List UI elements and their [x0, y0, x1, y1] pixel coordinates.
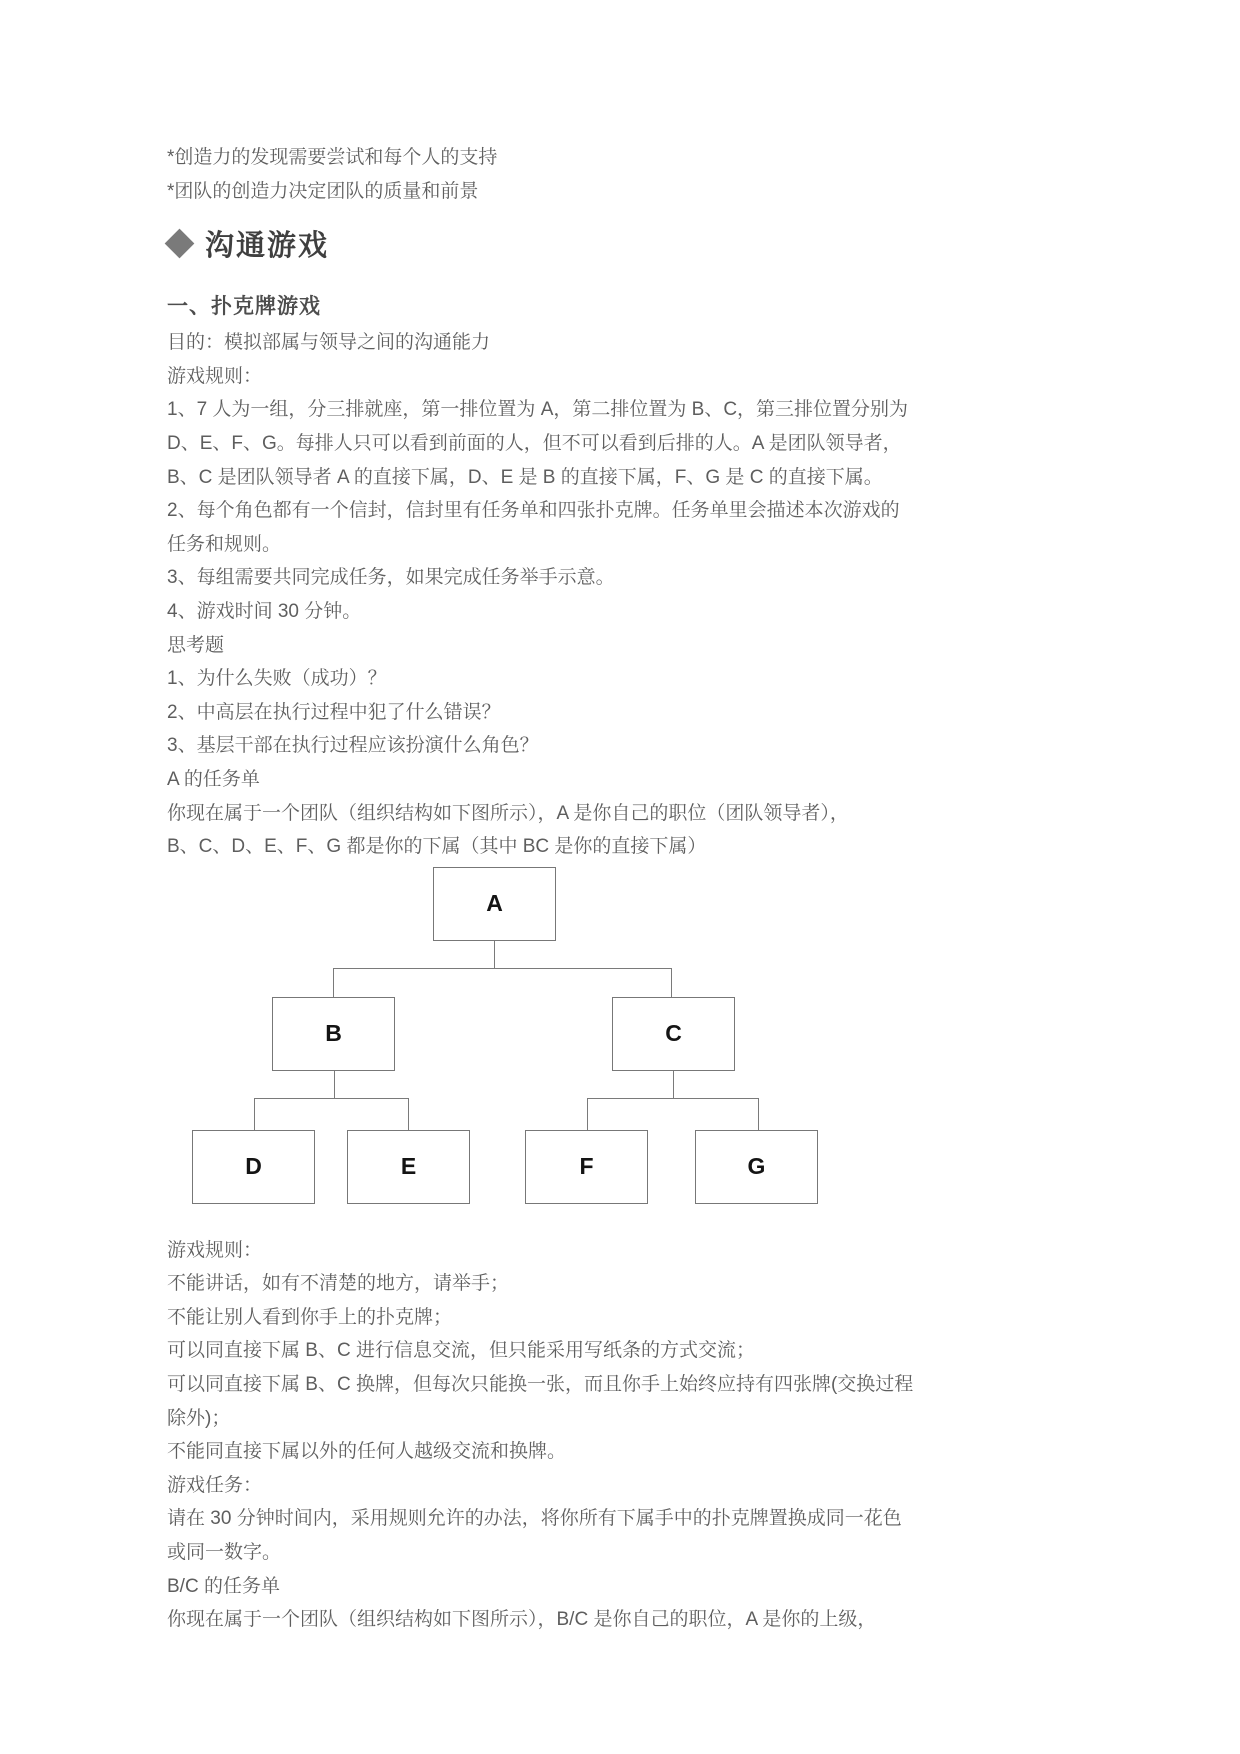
intro-line: *团队的创造力决定团队的质量和前景	[167, 180, 479, 202]
text-line: 可以同直接下属 B、C 换牌，但每次只能换一张，而且你手上始终应持有四张牌(交换过程	[167, 1374, 914, 1396]
intro-lines	[167, 141, 1140, 208]
connector-line	[408, 1098, 409, 1131]
text-line: 可以同直接下属 B、C 进行信息交流，但只能采用写纸条的方式交流；	[167, 1340, 755, 1362]
section-heading-text: 沟通游戏	[205, 229, 330, 262]
org-node-b: B	[272, 997, 395, 1071]
org-node-c: C	[612, 997, 735, 1071]
text-line: 2、每个角色都有一个信封，信封里有任务单和四张扑克牌。任务单里会描述本次游戏的	[167, 500, 900, 522]
text-line: 1、7 人为一组，分三排就座，第一排位置为 A，第二排位置为 B、C，第三排位置分别为	[167, 399, 909, 421]
text-line: 游戏规则：	[167, 1239, 263, 1261]
body-text-before-diagram	[167, 326, 1140, 864]
section-heading	[169, 221, 1140, 265]
connector-line	[673, 1070, 674, 1099]
connector-line	[587, 1098, 759, 1099]
connector-line	[254, 1098, 255, 1131]
text-line: 不能让别人看到你手上的扑克牌；	[167, 1306, 453, 1328]
org-node-g: G	[695, 1130, 818, 1204]
body-text-after-diagram	[167, 1234, 1140, 1637]
intro-line: *创造力的发现需要尝试和每个人的支持	[167, 147, 498, 168]
diamond-bullet-icon	[165, 228, 195, 258]
text-line: 游戏任务：	[167, 1474, 263, 1496]
text-line: 3、基层干部在执行过程应该扮演什么角色？	[167, 735, 539, 757]
text-line: 目的：模拟部属与领导之间的沟通能力	[167, 332, 491, 354]
text-line: 思考题	[167, 634, 225, 656]
text-line: D、E、F、G。每排人只可以看到前面的人，但不可以看到后排的人。A 是团队领导者，	[167, 432, 902, 454]
org-node-d: D	[192, 1130, 315, 1204]
text-line: B、C、D、E、F、G 都是你的下属（其中 BC 是你的直接下属）	[167, 836, 707, 858]
text-line: 你现在属于一个团队（组织结构如下图所示），B/C 是你自己的职位，A 是你的上级，	[167, 1609, 877, 1631]
subsection-title: 一、扑克牌游戏	[167, 295, 321, 319]
text-line: 或同一数字。	[167, 1542, 282, 1564]
text-line: 3、每组需要共同完成任务，如果完成任务举手示意。	[167, 567, 615, 589]
text-line: 4、游戏时间 30 分钟。	[167, 600, 362, 622]
text-line: 不能同直接下属以外的任何人越级交流和换牌。	[167, 1441, 567, 1463]
text-line: A 的任务单	[167, 768, 260, 790]
org-node-a: A	[433, 867, 556, 941]
text-line: 请在 30 分钟时间内，采用规则允许的办法，将你所有下属手中的扑克牌置换成同一花色	[167, 1508, 902, 1530]
text-line: B/C 的任务单	[167, 1575, 280, 1597]
connector-line	[587, 1098, 588, 1131]
org-chart-diagram	[167, 860, 1140, 1210]
connector-line	[333, 968, 334, 998]
connector-line	[333, 968, 672, 969]
org-node-e: E	[347, 1130, 470, 1204]
connector-line	[758, 1098, 759, 1131]
text-line: 不能讲话，如有不清楚的地方，请举手；	[167, 1273, 510, 1295]
text-line: 任务和规则。	[167, 533, 282, 555]
text-line: 除外)；	[167, 1407, 231, 1429]
org-node-f: F	[525, 1130, 648, 1204]
connector-line	[671, 968, 672, 998]
text-line: B、C 是团队领导者 A 的直接下属，D、E 是 B 的直接下属，F、G 是 C 的直接下属。	[167, 466, 883, 488]
text-line: 你现在属于一个团队（组织结构如下图所示），A 是你自己的职位（团队领导者），	[167, 802, 849, 824]
text-line: 2、中高层在执行过程中犯了什么错误？	[167, 701, 501, 723]
connector-line	[254, 1098, 409, 1099]
text-line: 1、为什么失败（成功）？	[167, 668, 387, 690]
text-line: 游戏规则：	[167, 365, 263, 387]
connector-line	[334, 1070, 335, 1099]
connector-line	[494, 941, 495, 969]
